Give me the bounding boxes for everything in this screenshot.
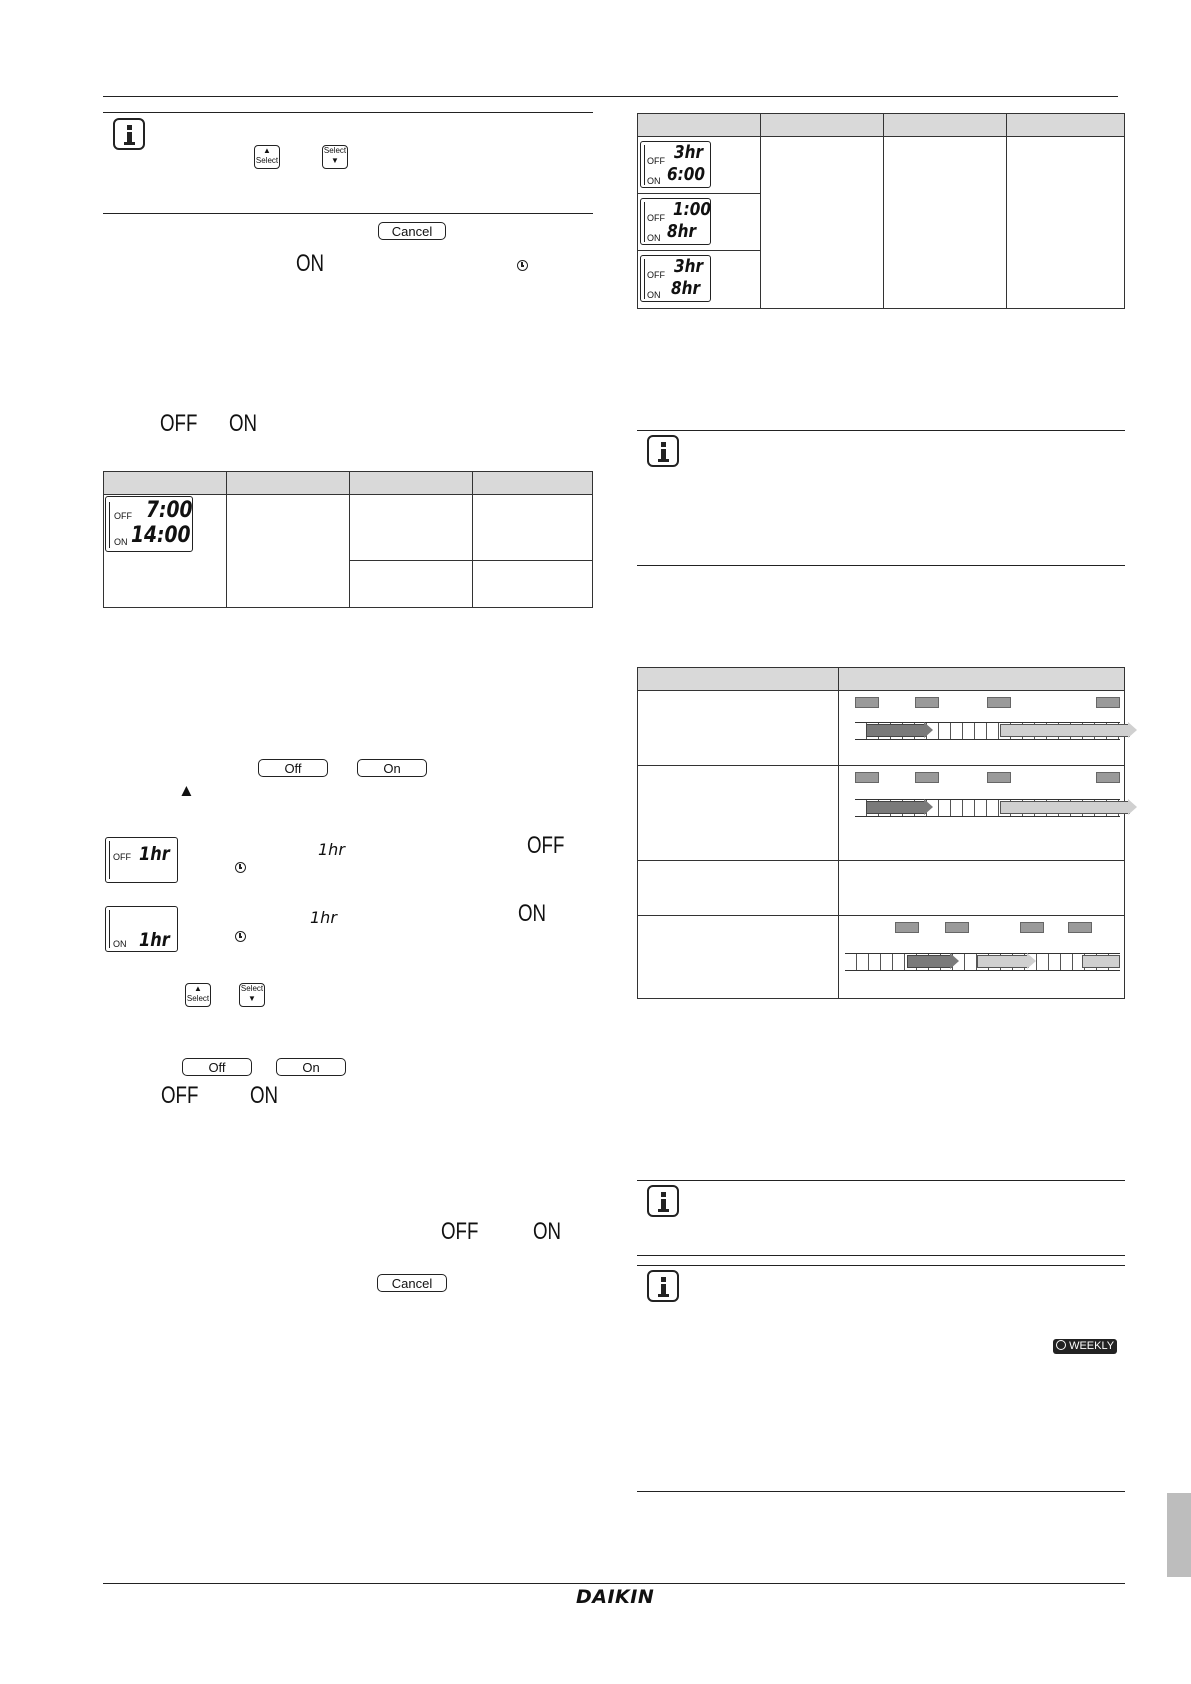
lcd-flash-value: 1hr xyxy=(139,843,170,865)
timeline-arrow xyxy=(1128,799,1137,815)
info-icon xyxy=(113,118,145,150)
footer-rule xyxy=(103,1583,1125,1584)
lcd-off-label: OFF xyxy=(647,213,665,223)
weekly-indicator xyxy=(1053,1339,1117,1354)
page-edge-tab xyxy=(1167,1493,1191,1577)
info-box-top-rule xyxy=(637,1265,1125,1266)
lcd-on-label: ON xyxy=(647,176,661,186)
select-down-button[interactable]: Select ▼ xyxy=(322,145,348,169)
hr-glyph: 1hr xyxy=(318,840,345,859)
lcd-off-value: 1:00 xyxy=(673,199,712,220)
hr-glyph: 1hr xyxy=(310,908,337,927)
lcd-on-value: 6:00 xyxy=(667,164,706,185)
schedule-table xyxy=(637,667,1125,999)
info-box-bottom-rule xyxy=(637,1491,1125,1492)
header-rule xyxy=(103,96,1118,97)
off-display-word: OFF xyxy=(527,832,565,859)
timeline-arrow xyxy=(977,955,1029,968)
off-display-word: OFF xyxy=(441,1218,479,1245)
on-display-word: ON xyxy=(250,1082,279,1109)
select-up-button[interactable]: ▲ Select xyxy=(254,145,280,169)
time-label xyxy=(915,772,939,783)
lcd-flash-value: 1hr xyxy=(139,929,170,951)
time-label xyxy=(915,697,939,708)
lcd-off-value: 3hr xyxy=(674,256,704,277)
lcd-display xyxy=(640,141,711,188)
on-display-word: ON xyxy=(296,250,325,277)
info-box-bottom-rule xyxy=(637,1255,1125,1256)
lcd-off-label: OFF xyxy=(114,511,132,521)
timeline-arrow xyxy=(1128,722,1137,738)
timeline-arrow xyxy=(924,799,933,815)
select-down-button[interactable]: Select ▼ xyxy=(239,983,265,1007)
info-box-bottom-rule xyxy=(637,565,1125,566)
lcd-off-label: OFF xyxy=(647,270,665,280)
lcd-off-value: 3hr xyxy=(674,142,704,163)
lcd-off-label: OFF xyxy=(113,852,131,862)
on-button[interactable]: On xyxy=(276,1058,346,1076)
time-label xyxy=(895,922,919,933)
lcd-on-label: ON xyxy=(647,290,661,300)
timeline-arrow xyxy=(907,955,952,968)
info-icon xyxy=(647,435,679,467)
timeline-arrow xyxy=(1000,724,1130,737)
select-label: Select xyxy=(240,984,264,993)
lcd-on-label: ON xyxy=(113,939,127,949)
time-label xyxy=(987,697,1011,708)
off-button[interactable]: Off xyxy=(258,759,328,777)
lcd-on-label: ON xyxy=(647,233,661,243)
weekly-label: WEEKLY xyxy=(1069,1340,1115,1352)
timeline-arrow xyxy=(866,724,926,737)
lcd-on-value: 8hr xyxy=(671,278,701,299)
off-display-word: OFF xyxy=(161,1082,199,1109)
info-box-top-rule xyxy=(103,112,593,113)
on-display-word: ON xyxy=(533,1218,562,1245)
clock-icon xyxy=(235,862,246,873)
time-label xyxy=(987,772,1011,783)
lcd-on-label: ON xyxy=(114,537,128,547)
info-icon xyxy=(647,1270,679,1302)
on-display-word: ON xyxy=(518,900,547,927)
off-button[interactable]: Off xyxy=(182,1058,252,1076)
lcd-display xyxy=(105,496,193,552)
lcd-on-value: 8hr xyxy=(667,221,697,242)
timeline-arrow xyxy=(1000,801,1130,814)
info-box-top-rule xyxy=(637,1180,1125,1181)
cancel-button[interactable]: Cancel xyxy=(378,222,446,240)
lcd-flash-on xyxy=(105,906,178,952)
daikin-logo: DAIKIN xyxy=(576,1586,655,1608)
cancel-button[interactable]: Cancel xyxy=(377,1274,447,1292)
time-label xyxy=(1096,772,1120,783)
select-label: Select xyxy=(186,994,210,1003)
timeline-arrow xyxy=(950,953,959,969)
clock-icon xyxy=(517,260,528,271)
time-label xyxy=(1096,697,1120,708)
clock-icon xyxy=(235,931,246,942)
lcd-off-value: 7:00 xyxy=(146,498,193,523)
timeline-arrow xyxy=(866,801,926,814)
select-label: Select xyxy=(255,156,279,165)
timeline-arrow xyxy=(1082,955,1120,968)
lcd-display xyxy=(640,198,711,245)
time-label xyxy=(855,697,879,708)
info-icon xyxy=(647,1185,679,1217)
clock-icon xyxy=(1056,1340,1066,1350)
up-arrow-icon: ▲ xyxy=(178,781,195,800)
lcd-off-label: OFF xyxy=(647,156,665,166)
lcd-on-value: 14:00 xyxy=(131,523,191,548)
timeline-arrow xyxy=(1027,953,1036,969)
select-label: Select xyxy=(323,146,347,155)
time-label xyxy=(855,772,879,783)
off-display-word: OFF xyxy=(160,410,198,437)
info-box-bottom-rule xyxy=(103,213,593,214)
on-display-word: ON xyxy=(229,410,258,437)
select-up-button[interactable]: ▲ Select xyxy=(185,983,211,1007)
time-label xyxy=(1068,922,1092,933)
info-box-top-rule xyxy=(637,430,1125,431)
time-label xyxy=(945,922,969,933)
lcd-display xyxy=(640,255,711,302)
timeline-arrow xyxy=(924,722,933,738)
on-button[interactable]: On xyxy=(357,759,427,777)
lcd-flash-off xyxy=(105,837,178,883)
time-label xyxy=(1020,922,1044,933)
